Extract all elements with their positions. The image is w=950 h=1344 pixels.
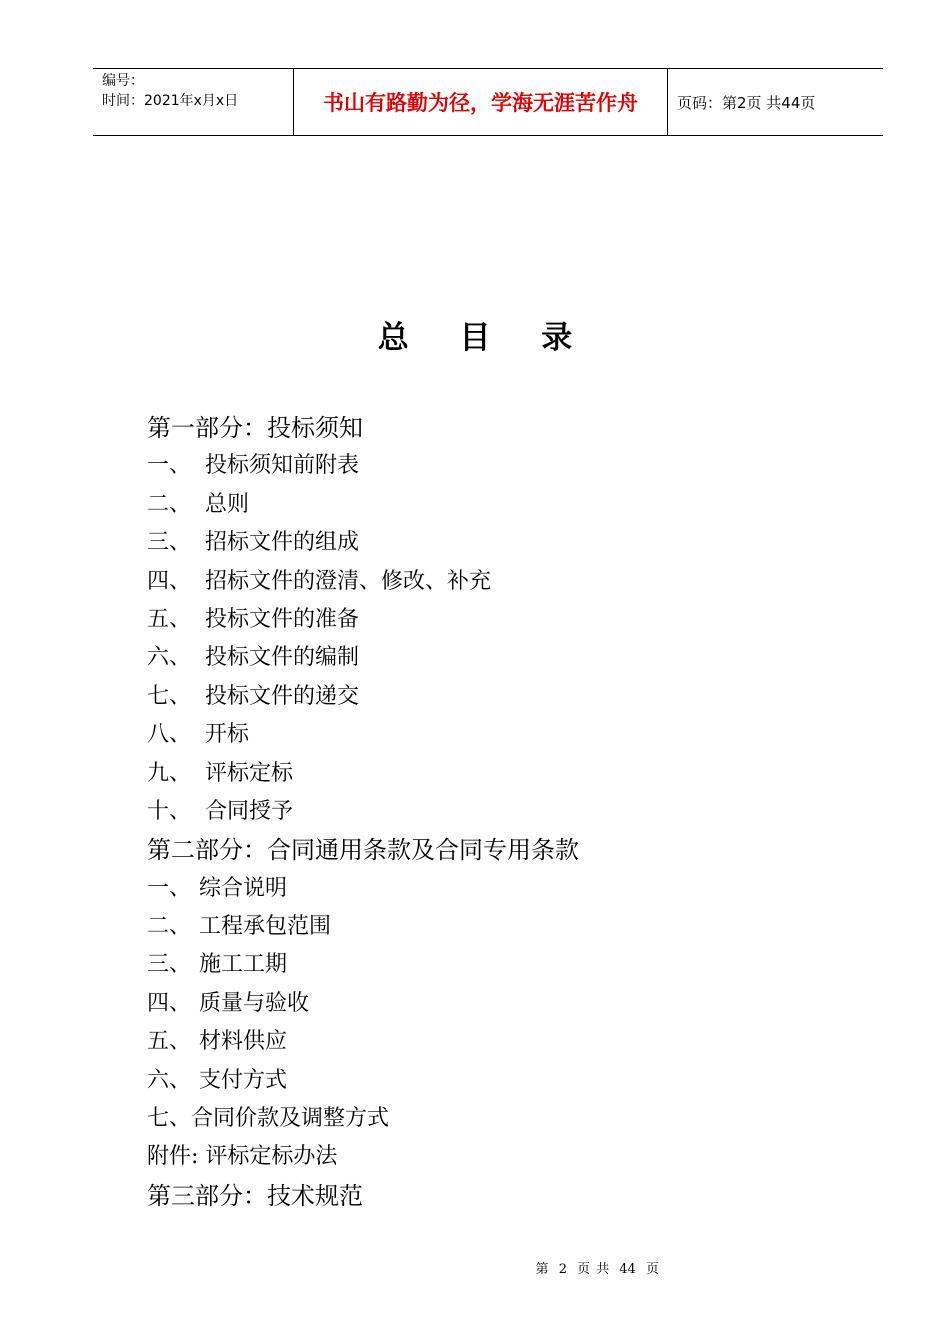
toc-item-text: 七、合同价款及调整方式 — [147, 1106, 390, 1132]
toc-item-number: 二、 — [147, 491, 192, 517]
toc-item-text: 综合说明 — [199, 875, 288, 901]
toc-item-number: 六、 — [147, 645, 192, 671]
page-title — [0, 312, 950, 357]
date-label: 时间：2021年x月x日 — [102, 93, 239, 109]
title-char: 录 — [541, 320, 573, 356]
toc-item-number: 十、 — [147, 798, 192, 824]
toc-item-text: 投标文件的编制 — [205, 645, 360, 671]
footer-page-number: 2 — [558, 1262, 567, 1277]
toc-item-number: 四、 — [147, 990, 192, 1016]
toc-item — [147, 524, 579, 562]
toc-item — [147, 601, 579, 639]
toc-item-text: 第一部分：投标须知 — [147, 414, 363, 442]
toc-item-text: 合同授予 — [205, 798, 294, 824]
page-info: 页码：第2页 共44页 — [677, 93, 816, 112]
toc-item — [147, 486, 579, 524]
toc-item-number: 一、 — [147, 875, 192, 901]
toc-item-text: 质量与验收 — [199, 990, 310, 1016]
table-of-contents — [147, 409, 579, 1215]
footer-total-pages: 44 — [619, 1262, 636, 1277]
toc-item — [147, 447, 579, 485]
toc-item-number: 三、 — [147, 530, 192, 556]
footer-total-page-word: 页 — [645, 1262, 659, 1277]
toc-item — [147, 563, 579, 601]
header-page-cell — [668, 69, 883, 135]
footer-total-word: 共 — [596, 1262, 610, 1277]
toc-item-text: 材料供应 — [199, 1029, 288, 1055]
toc-item — [147, 793, 579, 831]
page-header — [93, 68, 883, 136]
toc-item — [147, 1100, 579, 1138]
toc-item — [147, 985, 579, 1023]
toc-item-text: 支付方式 — [199, 1067, 288, 1093]
toc-item-number: 九、 — [147, 760, 192, 786]
toc-item-number: 一、 — [147, 453, 192, 479]
toc-item-number: 七、 — [147, 683, 192, 709]
toc-item — [147, 1138, 579, 1176]
toc-part-heading — [147, 831, 579, 869]
toc-item-number: 八、 — [147, 722, 192, 748]
title-char: 总 — [377, 320, 409, 356]
toc-item-number: 二、 — [147, 914, 192, 940]
toc-item — [147, 1062, 579, 1100]
toc-item-text: 施工工期 — [199, 952, 288, 978]
toc-item — [147, 639, 579, 677]
toc-item-text: 附件: 评标定标办法 — [147, 1144, 338, 1170]
toc-item-text: 开标 — [205, 722, 250, 748]
footer-page-word: 页 — [577, 1262, 591, 1277]
toc-part-heading — [147, 1177, 579, 1215]
title-char: 目 — [459, 320, 491, 356]
toc-item-text: 第三部分：技术规范 — [147, 1181, 363, 1210]
toc-item-text: 第二部分：合同通用条款及合同专用条款 — [147, 836, 579, 865]
toc-item-text: 评标定标 — [205, 760, 294, 786]
toc-item-text: 投标文件的准备 — [205, 606, 360, 632]
toc-item-number: 五、 — [147, 1029, 192, 1055]
toc-item — [147, 908, 579, 946]
header-motto-cell — [294, 69, 668, 135]
serial-number-label: 编号： — [102, 73, 144, 89]
toc-item-number: 六、 — [147, 1067, 192, 1093]
toc-item — [147, 678, 579, 716]
toc-part-heading — [147, 409, 579, 447]
toc-item-text: 工程承包范围 — [199, 914, 332, 940]
toc-item-text: 投标文件的递交 — [205, 683, 360, 709]
toc-item-text: 招标文件的组成 — [205, 530, 360, 556]
toc-item-text: 投标须知前附表 — [205, 453, 360, 479]
motto-text: 书山有路勤为径，学海无涯苦作舟 — [323, 91, 638, 115]
toc-item — [147, 755, 579, 793]
toc-item — [147, 870, 579, 908]
toc-item — [147, 946, 579, 984]
toc-item-text: 招标文件的澄清、修改、补充 — [205, 568, 492, 594]
toc-item — [147, 716, 579, 754]
toc-item-number: 五、 — [147, 606, 192, 632]
header-meta-cell — [93, 69, 294, 135]
toc-item-number: 三、 — [147, 952, 192, 978]
footer-di: 第 — [535, 1262, 549, 1277]
toc-item-number: 四、 — [147, 568, 192, 594]
toc-item-text: 总则 — [205, 491, 250, 517]
toc-item — [147, 1023, 579, 1061]
page-footer — [0, 1258, 950, 1277]
